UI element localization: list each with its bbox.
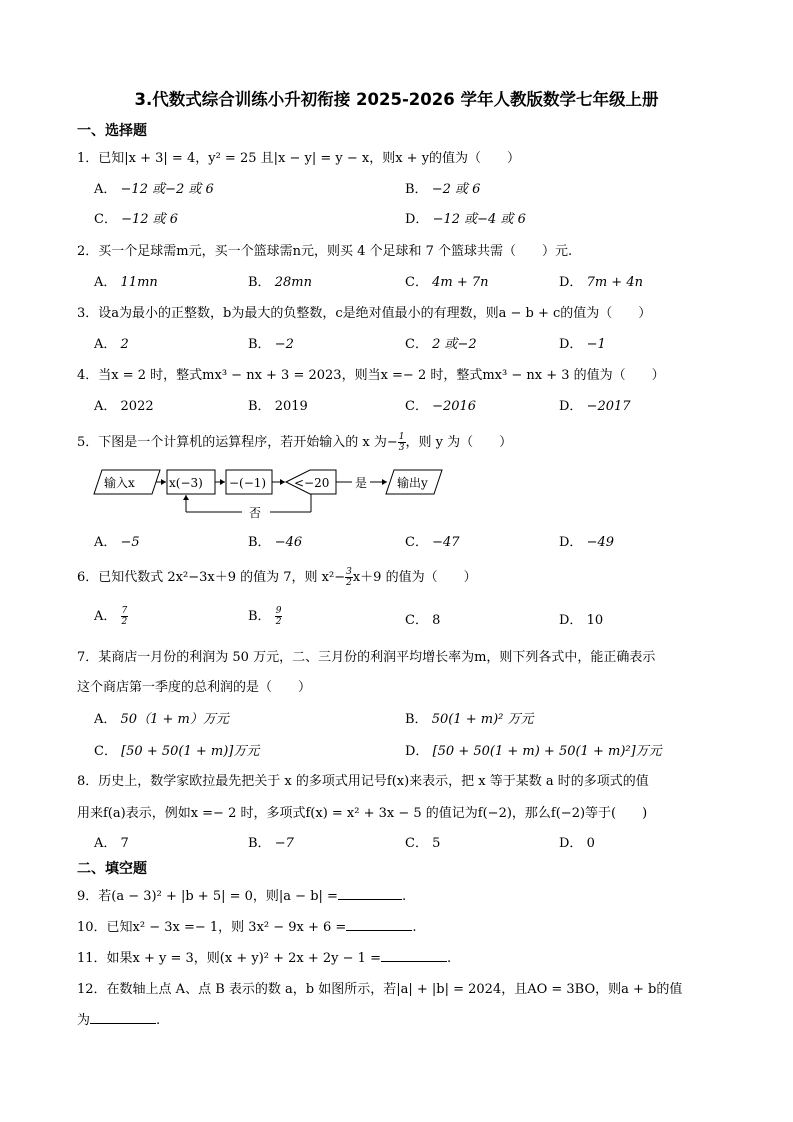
q3-option-c[interactable]: C． 2 或−2 <box>405 337 477 352</box>
question-text: 已知|x + 3| = 4，y² = 25 且|x − y| = y − x，则x + y的值为（ ） <box>98 151 521 166</box>
q7-option-a[interactable]: A． 50（1 + m）万元 <box>94 712 229 727</box>
flowchart-diagram <box>90 464 450 524</box>
q4-option-b[interactable]: B． 2019 <box>248 399 308 414</box>
q2-option-b[interactable]: B． 28mn <box>248 275 312 290</box>
question-7-line2: 这个商店第一季度的总利润的是（ ） <box>77 680 312 695</box>
q4-option-a[interactable]: A． 2022 <box>94 399 154 414</box>
question-5: 5．下图是一个计算机的运算程序，若开始输入的 x 为− $\frac{1}{3}$ ，则 y 为（ ） <box>77 432 513 453</box>
q5-option-d[interactable]: D． −49 <box>559 535 615 550</box>
question-4: 4．当x = 2 时，整式mx³ − nx + 3 = 2023，则当x =− 2 时，整式mx³ − nx + 3 的值为（ ） <box>77 368 665 383</box>
q1-option-b[interactable]: B． −2 或 6 <box>405 182 481 197</box>
question-9: 9．若(a − 3)² + |b + 5| = 0，则|a − b| = . <box>77 889 407 904</box>
question-10: 10．已知x² − 3x =− 1，则 3x² − 9x + 6 = . <box>77 920 417 935</box>
q8-option-d[interactable]: D． 0 <box>559 836 595 851</box>
flow-output-label: 输出y <box>397 476 428 490</box>
q2-option-a[interactable]: A． 11mn <box>94 275 158 290</box>
page-title: 3.代数式综合训练小升初衔接 2025-2026 学年人教版数学七年级上册 <box>134 90 659 109</box>
q3-option-b[interactable]: B． −2 <box>248 337 294 352</box>
q1-option-c[interactable]: C． −12 或 6 <box>94 212 179 227</box>
answer-blank[interactable] <box>90 1011 156 1024</box>
fraction: $\frac{3}{2}$ <box>346 567 352 588</box>
question-3: 3．设a为最小的正整数，b为最大的负整数，c是绝对值最小的有理数，则a − b + c的值为（ ） <box>77 306 652 321</box>
answer-blank[interactable] <box>346 918 412 931</box>
question-12-line2: 为 . <box>77 1013 161 1028</box>
flow-input-label: 输入x <box>104 476 135 490</box>
q3-option-a[interactable]: A． 2 <box>94 337 129 352</box>
q1-option-a[interactable]: A． −12 或−2 或 6 <box>94 182 214 197</box>
q7-option-d[interactable]: D． [50 + 50(1 + m) + 50(1 + m)²]万元 <box>405 744 662 759</box>
flow-yes-label: 是 <box>355 476 368 490</box>
q6-option-d[interactable]: D． 10 <box>559 613 604 628</box>
q4-option-d[interactable]: D． −2017 <box>559 399 631 414</box>
flow-no-label: 否 <box>249 506 262 520</box>
q5-option-c[interactable]: C． −47 <box>405 535 460 550</box>
question-number: 1． <box>77 151 99 166</box>
question-12-line1: 12．在数轴上点 A、点 B 表示的数 a，b 如图所示，若|a| + |b| = 2024，且AO = 3BO，则a + b的值 <box>77 982 683 997</box>
question-11: 11．如果x + y = 3，则(x + y)² + 2x + 2y − 1 = . <box>77 951 452 966</box>
question-8-line2: 用来f(a)表示，例如x =− 2 时，多项式f(x) = x² + 3x − 5 的值记为f(−2)，那么f(−2)等于( ) <box>77 806 648 821</box>
q2-option-d[interactable]: D． 7m + 4n <box>559 275 643 290</box>
question-2: 2．买一个足球需m元，买一个篮球需n元，则买 4 个足球和 7 个篮球共需（ ）元. <box>77 244 573 259</box>
question-6: 6．已知代数式 2x²−3x＋9 的值为 7，则 x²− $\frac{3}{2}$ x＋9 的值为（ ） <box>77 567 477 588</box>
flow-condition-label: <−20 <box>294 476 330 490</box>
question-7-line1: 7．某商店一月份的利润为 50 万元，二、三月份的利润平均增长率为m，则下列各式中，能正确表示 <box>77 650 656 665</box>
q1-option-d[interactable]: D． −12 或−4 或 6 <box>405 212 526 227</box>
q4-option-c[interactable]: C． −2016 <box>405 399 477 414</box>
q8-option-c[interactable]: C． 5 <box>405 836 441 851</box>
q5-option-a[interactable]: A． −5 <box>94 535 140 550</box>
q5-option-b[interactable]: B． −46 <box>248 535 303 550</box>
section-choice: 一、选择题 <box>77 123 147 139</box>
q7-option-b[interactable]: B． 50(1 + m)² 万元 <box>405 712 534 727</box>
q8-option-a[interactable]: A． 7 <box>94 836 129 851</box>
fraction: $\frac{1}{3}$ <box>398 432 405 453</box>
q6-option-b[interactable]: B． $\frac{9}{2}$ <box>248 606 282 627</box>
flow-step1-label: x(−3) <box>169 476 203 490</box>
answer-blank[interactable] <box>381 949 447 962</box>
flow-step2-label: −(−1) <box>229 476 267 490</box>
section-fill-blank: 二、填空题 <box>77 861 147 877</box>
q7-option-c[interactable]: C． [50 + 50(1 + m)]万元 <box>94 744 260 759</box>
q6-option-c[interactable]: C． 8 <box>405 613 441 628</box>
question-8-line1: 8．历史上，数学家欧拉最先把关于 x 的多项式用记号f(x)来表示，把 x 等于某数 a 时的多项式的值 <box>77 774 649 789</box>
answer-blank[interactable] <box>338 887 402 900</box>
question-1 <box>77 147 520 166</box>
q3-option-d[interactable]: D． −1 <box>559 337 606 352</box>
q8-option-b[interactable]: B． −7 <box>248 836 294 851</box>
q6-option-a[interactable]: A． $\frac{7}{2}$ <box>94 606 128 627</box>
q2-option-c[interactable]: C． 4m + 7n <box>405 275 489 290</box>
